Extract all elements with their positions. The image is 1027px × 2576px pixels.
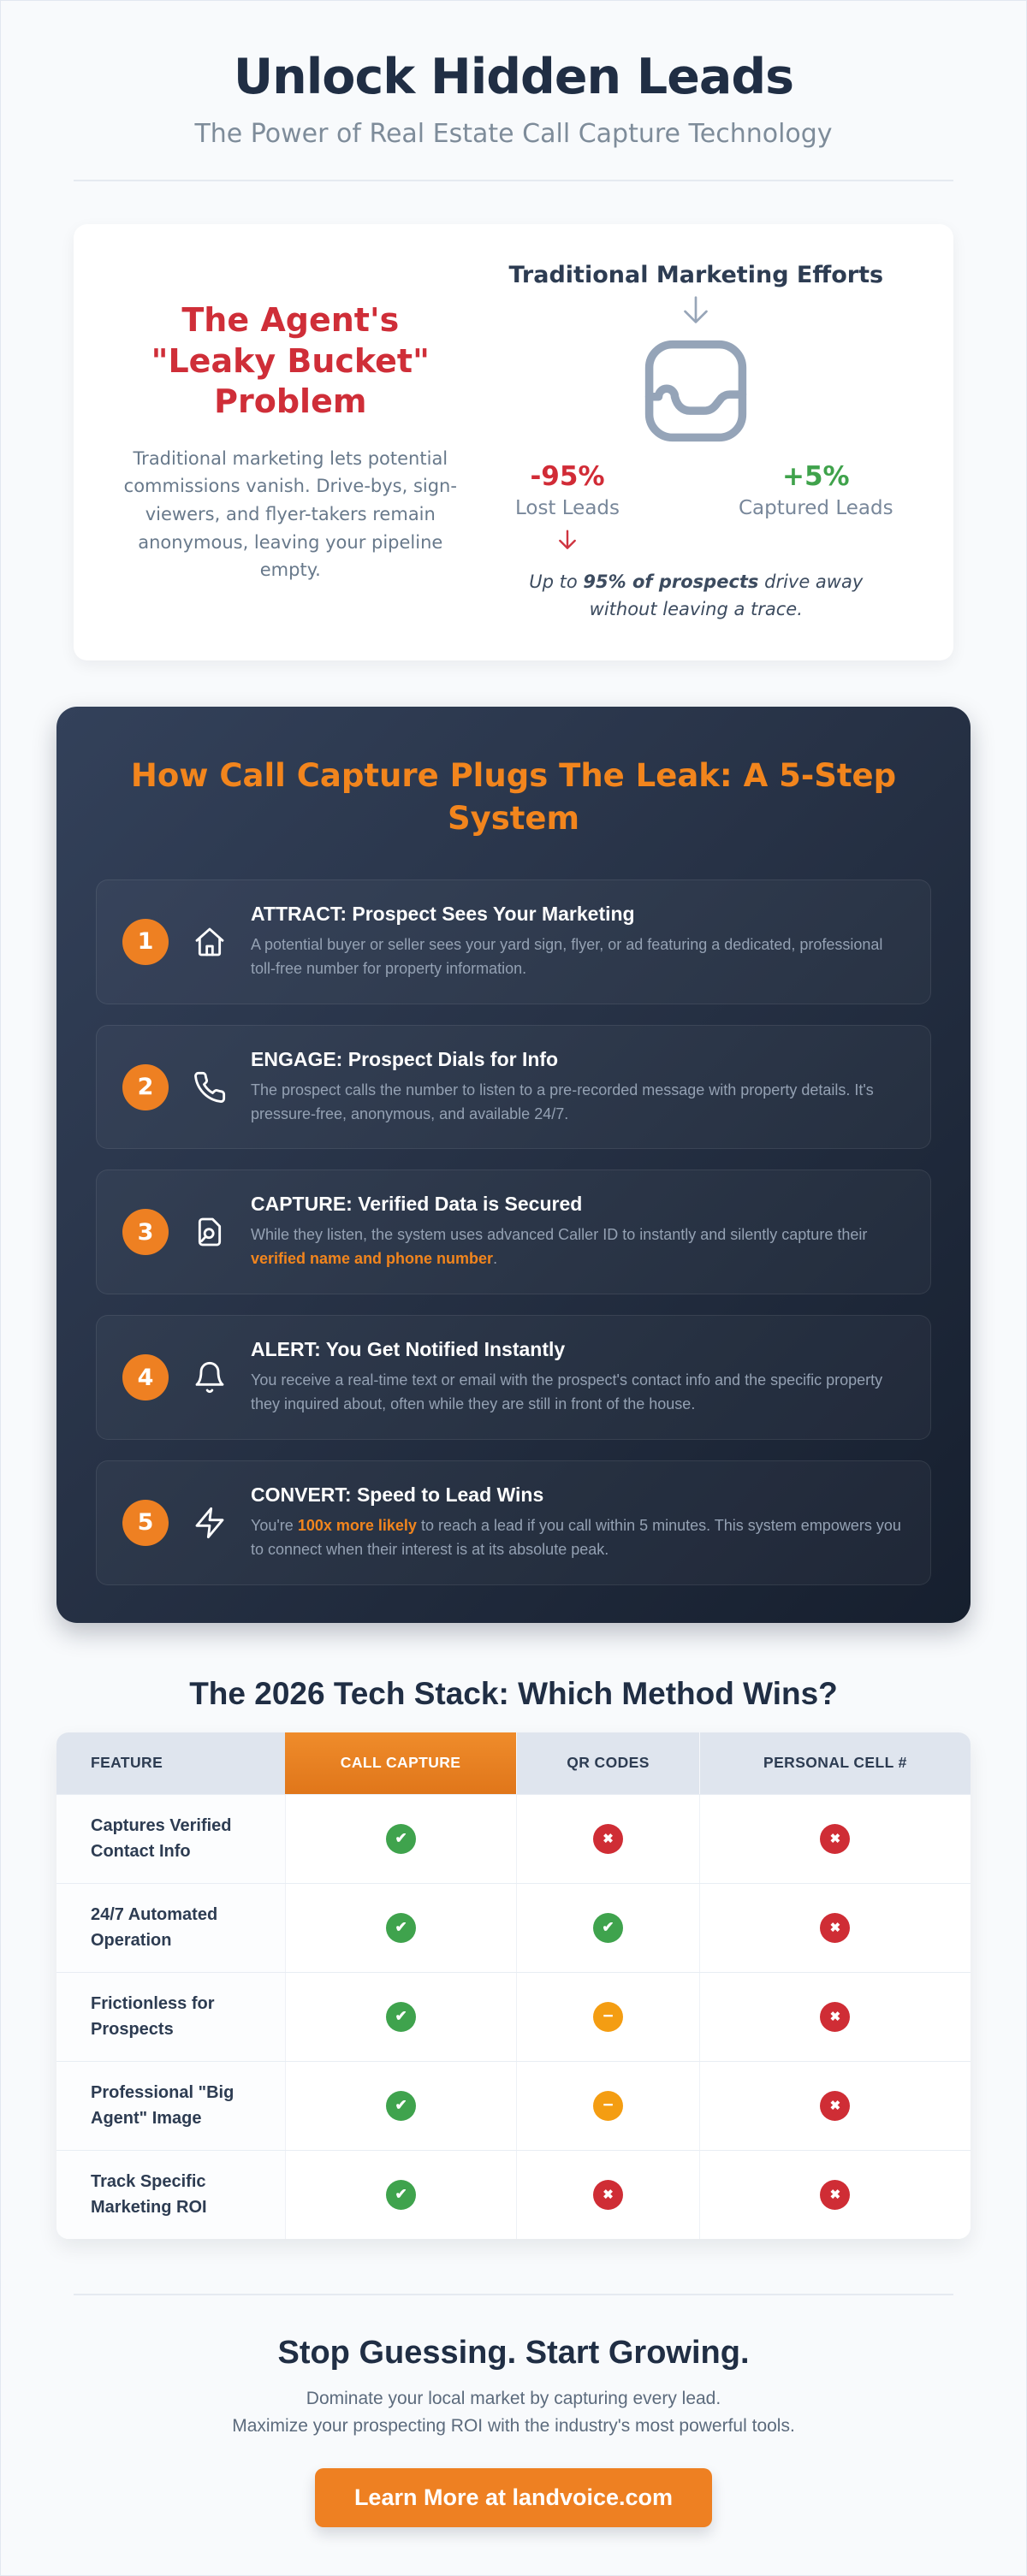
lost-leads-label: Lost Leads	[514, 497, 620, 519]
viz-title: Traditional Marketing Efforts	[508, 262, 884, 288]
feature-label: Track Specific Marketing ROI	[56, 2151, 285, 2239]
minus-circle-icon	[593, 2002, 623, 2032]
step-description: The prospect calls the number to listen to a pre-recorded message with property details. It's pressure-free, anonymous, and available 24/7.	[251, 1081, 874, 1122]
footer-cta-section	[1, 2294, 1026, 2575]
step-description: A potential buyer or seller sees your yard sign, flyer, or ad featuring a dedicated, professional toll-free number for property information.	[251, 935, 883, 977]
captured-leads-value: +5%	[781, 461, 850, 492]
step-description: While they listen, the system uses advanced Caller ID to instantly and silently capture their verified name and phone number.	[251, 1226, 868, 1268]
viz-note: Up to 95% of prospects drive away without leaving a trace.	[529, 571, 864, 619]
step-card-engage	[96, 1025, 931, 1150]
step-text	[251, 1338, 905, 1417]
feature-label: Captures Verified Contact Info	[56, 1795, 285, 1883]
table-row	[56, 2061, 971, 2150]
comparison-title: The 2026 Tech Stack: Which Method Wins?	[189, 1675, 838, 1711]
section-divider	[74, 180, 953, 181]
status-cell	[699, 2062, 971, 2150]
status-cell	[285, 1795, 516, 1883]
down-arrow-icon	[473, 292, 919, 331]
captured-leads-stat	[739, 461, 893, 519]
page-title: Unlock Hidden Leads	[233, 49, 794, 105]
column-header-feature: FEATURE	[56, 1732, 285, 1794]
step-title: ENGAGE: Prospect Dials for Info	[251, 1047, 559, 1070]
step-card-capture	[96, 1170, 931, 1294]
status-cell	[516, 2151, 699, 2239]
check-circle-icon	[386, 2002, 416, 2032]
status-cell	[516, 1973, 699, 2061]
table-row	[56, 1972, 971, 2061]
column-header-qr-codes: QR CODES	[516, 1732, 699, 1794]
x-circle-icon	[820, 1913, 850, 1943]
captured-leads-label: Captured Leads	[738, 497, 893, 519]
step-card-attract	[96, 879, 931, 1004]
phone-icon	[191, 1069, 229, 1106]
problem-card	[74, 224, 953, 660]
comparison-header-row	[56, 1732, 971, 1794]
check-circle-icon	[386, 2091, 416, 2121]
minus-circle-icon	[593, 2091, 623, 2121]
step-number-badge: 3	[122, 1209, 169, 1255]
stats-row	[473, 461, 919, 557]
step-number-badge: 5	[122, 1500, 169, 1546]
step-number-badge: 2	[122, 1064, 169, 1110]
step-number-badge: 1	[122, 919, 169, 965]
step-number-badge: 4	[122, 1354, 169, 1401]
footer-text	[1, 2385, 1026, 2441]
steps-section	[56, 707, 971, 1623]
step-description: You're 100x more likely to reach a lead if you call within 5 minutes. This system empowers you to connect when their interest is at its absolute peak.	[251, 1517, 901, 1558]
learn-more-button[interactable]: Learn More at landvoice.com	[315, 2468, 712, 2527]
step-card-convert	[96, 1460, 931, 1585]
footer-line-2: Maximize your prospecting ROI with the industry's most powerful tools.	[232, 2416, 795, 2437]
step-title: CAPTURE: Verified Data is Secured	[251, 1193, 583, 1216]
problem-visual-column	[473, 262, 919, 623]
column-header-call-capture: CALL CAPTURE	[285, 1732, 516, 1794]
problem-text-column	[108, 300, 473, 583]
x-circle-icon	[820, 2091, 850, 2121]
file-search-icon	[191, 1213, 229, 1251]
check-circle-icon	[593, 1913, 623, 1943]
table-row	[56, 1883, 971, 1972]
status-cell	[285, 1884, 516, 1972]
step-text	[251, 903, 905, 981]
status-cell	[285, 2062, 516, 2150]
x-circle-icon	[820, 2002, 850, 2032]
status-cell	[699, 1884, 971, 1972]
step-text	[251, 1483, 905, 1562]
lost-leads-stat	[499, 461, 636, 557]
lost-leads-value: -95%	[530, 461, 605, 492]
feature-label: 24/7 Automated Operation	[56, 1884, 285, 1972]
check-circle-icon	[386, 1824, 416, 1854]
step-text	[251, 1193, 905, 1271]
column-header-personal-cell: PERSONAL CELL #	[699, 1732, 971, 1794]
steps-heading: How Call Capture Plugs The Leak: A 5-Step System	[130, 757, 897, 837]
zap-icon	[191, 1504, 229, 1542]
status-cell	[516, 1795, 699, 1883]
status-cell	[699, 1973, 971, 2061]
step-title: ALERT: You Get Notified Instantly	[251, 1338, 566, 1361]
table-row	[56, 1794, 971, 1883]
status-cell	[285, 1973, 516, 2061]
feature-label: Frictionless for Prospects	[56, 1973, 285, 2061]
status-cell	[285, 2151, 516, 2239]
check-circle-icon	[386, 1913, 416, 1943]
step-title: ATTRACT: Prospect Sees Your Marketing	[251, 902, 635, 925]
step-title: CONVERT: Speed to Lead Wins	[251, 1483, 544, 1506]
x-circle-icon	[593, 2180, 623, 2210]
step-card-alert	[96, 1315, 931, 1440]
status-cell	[516, 1884, 699, 1972]
leaky-bucket-icon	[473, 333, 919, 449]
step-description: You receive a real-time text or email with the prospect's contact info and the specific property they inquired about, often while they are still in front of the house.	[251, 1371, 883, 1413]
x-circle-icon	[820, 1824, 850, 1854]
status-cell	[516, 2062, 699, 2150]
bell-icon	[191, 1359, 229, 1396]
footer-heading: Stop Guessing. Start Growing.	[277, 2334, 750, 2371]
home-icon	[191, 923, 229, 961]
x-circle-icon	[593, 1824, 623, 1854]
check-circle-icon	[386, 2180, 416, 2210]
status-cell	[699, 1795, 971, 1883]
lost-leads-down-arrow-icon	[499, 524, 636, 557]
hero-header	[1, 1, 1026, 181]
problem-heading: The Agent's "Leaky Bucket" Problem	[151, 301, 430, 421]
problem-body: Traditional marketing lets potential commissions vanish. Drive-bys, sign-viewers, and flyer-takers remain anonymous, leaving your pipeline empty.	[123, 447, 457, 581]
comparison-table	[56, 1732, 971, 2239]
status-cell	[699, 2151, 971, 2239]
section-divider	[74, 2294, 953, 2295]
page-subtitle: The Power of Real Estate Call Capture Technology	[194, 119, 833, 149]
table-row	[56, 2150, 971, 2239]
step-text	[251, 1048, 905, 1127]
feature-label: Professional "Big Agent" Image	[56, 2062, 285, 2150]
x-circle-icon	[820, 2180, 850, 2210]
footer-line-1: Dominate your local market by capturing every lead.	[306, 2388, 721, 2408]
